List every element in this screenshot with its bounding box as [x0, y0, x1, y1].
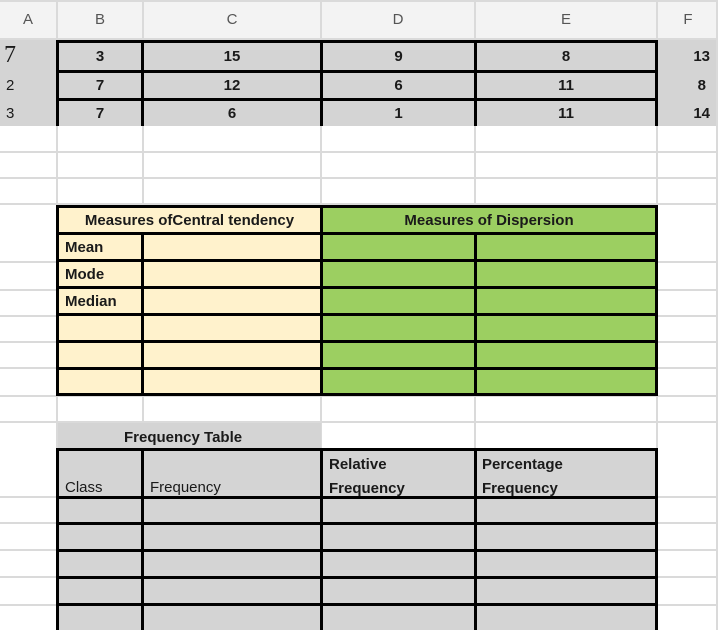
cell-b2[interactable]: 7	[95, 77, 105, 94]
border-line	[56, 367, 658, 370]
column-header-b[interactable]: B	[58, 0, 142, 38]
column-header-d[interactable]: D	[322, 0, 474, 38]
border-line	[56, 259, 658, 262]
border-line	[56, 205, 59, 396]
border-line	[141, 234, 144, 396]
border-line	[56, 549, 658, 552]
dispersion-title[interactable]: Measures of Dispersion	[404, 211, 574, 229]
cell-c1[interactable]: 15	[223, 48, 241, 65]
cell-d3[interactable]: 1	[394, 105, 403, 122]
cell-a3[interactable]: 3	[6, 105, 15, 122]
cell-c3[interactable]: 6	[227, 105, 237, 122]
frequency-class-header[interactable]: Class	[65, 478, 103, 496]
border-line	[56, 576, 658, 579]
cell-f3[interactable]: 14	[693, 105, 710, 122]
border-line	[56, 286, 658, 289]
border-line	[655, 448, 658, 630]
cell-a1[interactable]: 7	[4, 41, 16, 68]
cell-b1[interactable]: 3	[95, 48, 105, 65]
frequency-frequency-header[interactable]: Frequency	[150, 478, 221, 496]
measure-label-median[interactable]: Median	[65, 292, 117, 310]
border-line	[56, 393, 658, 396]
border-line	[56, 448, 658, 451]
border-line	[141, 448, 144, 630]
border-line	[474, 234, 477, 396]
cell-b3[interactable]: 7	[95, 105, 105, 122]
grid-line	[0, 151, 718, 153]
cell-d2[interactable]: 6	[394, 77, 403, 94]
measure-label-mode[interactable]: Mode	[65, 265, 105, 283]
border-line	[56, 448, 59, 630]
border-line	[56, 313, 658, 316]
percentage-frequency-header-line1[interactable]: Percentage	[482, 455, 563, 473]
cell-e3[interactable]: 11	[558, 105, 574, 122]
frequency-table-title[interactable]: Frequency Table	[124, 428, 243, 446]
cell-f1[interactable]: 13	[693, 48, 710, 65]
percentage-frequency-header-line2[interactable]: Frequency	[482, 479, 558, 497]
column-header-a[interactable]: A	[0, 0, 56, 38]
border-line	[56, 340, 658, 343]
column-header-c[interactable]: C	[144, 0, 320, 38]
border-line	[56, 603, 658, 606]
column-header-f[interactable]: F	[658, 0, 718, 38]
border-line	[56, 522, 658, 525]
cell-d1[interactable]: 9	[394, 48, 403, 65]
cell-f2[interactable]: 8	[697, 77, 706, 94]
border-line	[474, 448, 477, 630]
measure-label-mean[interactable]: Mean	[65, 238, 104, 256]
cell-a2[interactable]: 2	[6, 77, 15, 94]
border-line	[320, 205, 323, 396]
central-tendency-title[interactable]: Measures ofCentral tendency	[84, 211, 295, 229]
grid-line	[0, 0, 718, 2]
cell-e1[interactable]: 8	[561, 48, 571, 65]
border-line	[320, 448, 323, 630]
column-header-e[interactable]: E	[476, 0, 656, 38]
dispersion-block	[321, 207, 655, 394]
border-line	[56, 232, 658, 235]
cell-e2[interactable]: 11	[558, 77, 574, 94]
cell-c2[interactable]: 12	[223, 77, 241, 94]
grid-line	[0, 177, 718, 179]
relative-frequency-header-line1[interactable]: Relative	[329, 455, 387, 473]
border-line	[655, 205, 658, 396]
relative-frequency-header-line2[interactable]: Frequency	[329, 479, 405, 497]
